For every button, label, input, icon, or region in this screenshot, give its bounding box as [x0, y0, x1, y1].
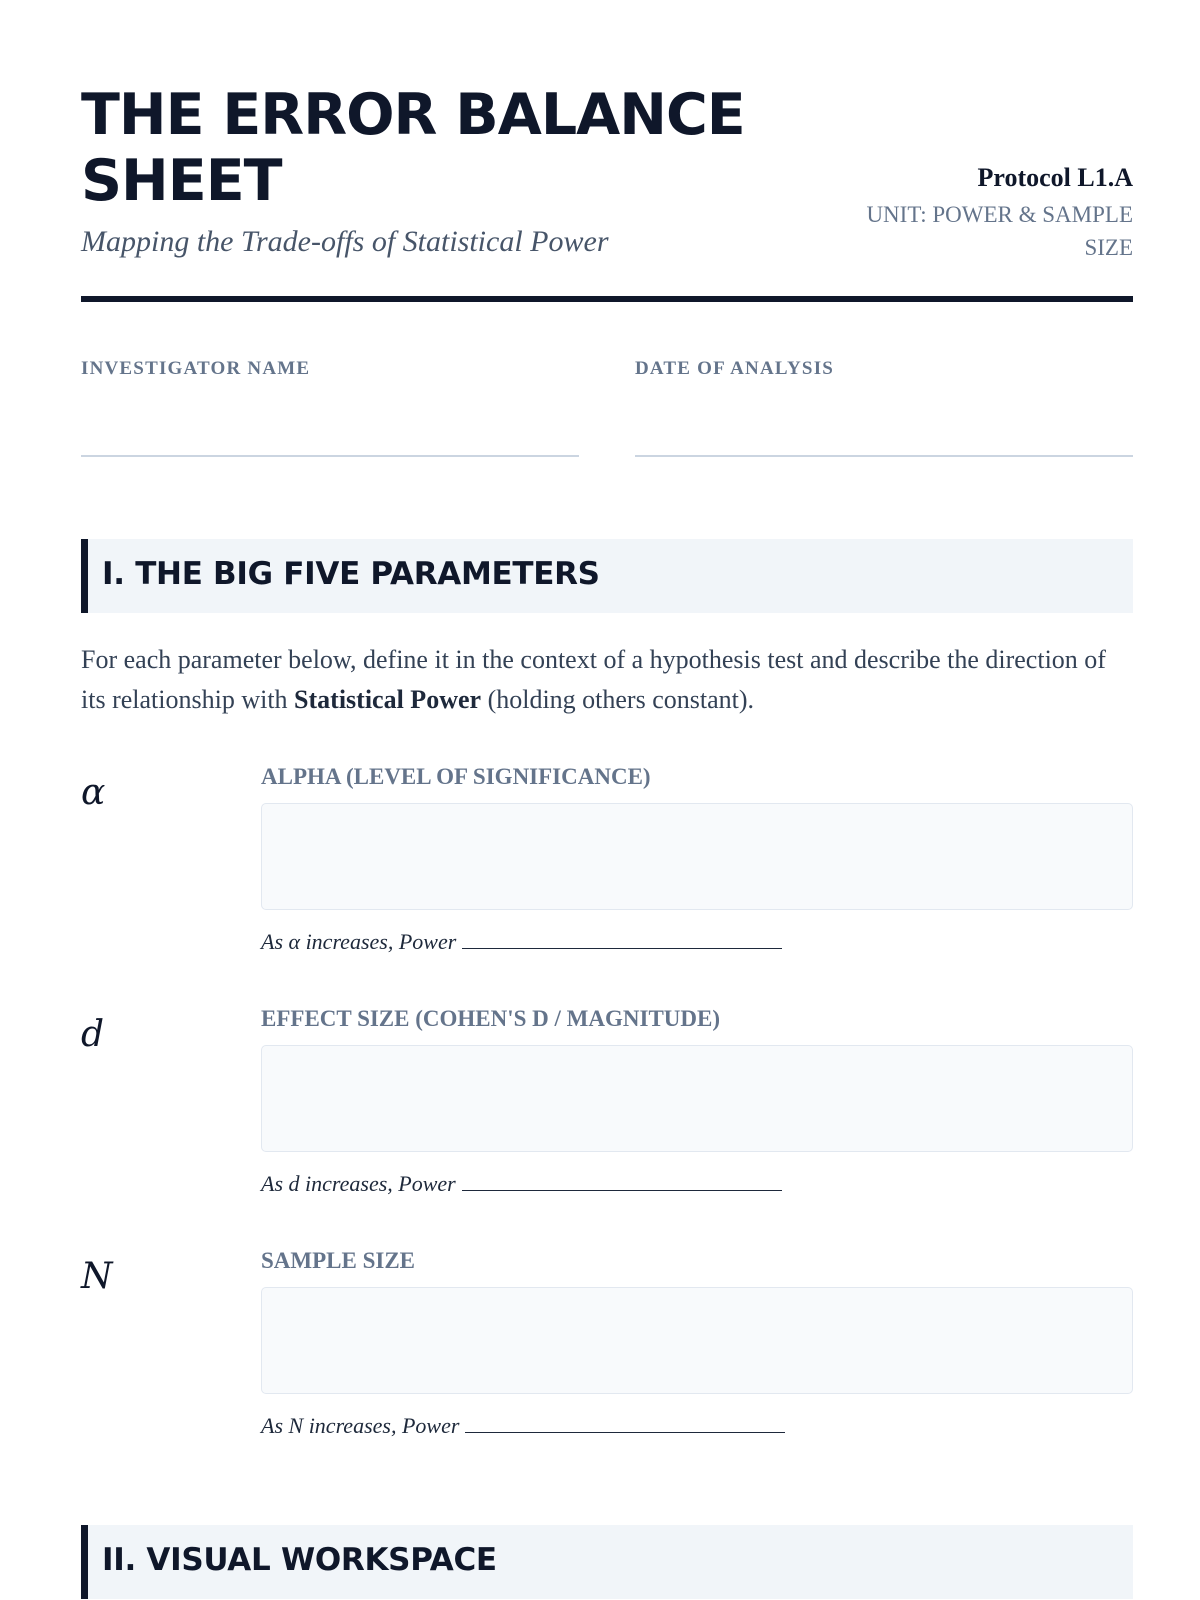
parameter-effect-size	[81, 1006, 1133, 1216]
relationship-blank[interactable]	[462, 931, 782, 949]
parameter-symbol: N	[81, 1256, 113, 1297]
parameter-symbol: α	[81, 772, 106, 813]
parameter-sample-size	[81, 1248, 1133, 1458]
date-of-analysis-label: DATE OF ANALYSIS	[635, 358, 835, 379]
prompt-end: increases, Power	[299, 1171, 456, 1196]
section-visual-workspace	[81, 1525, 1133, 1599]
prompt-end: increases, Power	[300, 929, 457, 954]
intro-emphasis: Statistical Power	[294, 685, 482, 714]
date-of-analysis-line	[635, 455, 1133, 457]
intro-text: For each parameter below, define it in the context of a hypothesis test and describe the direction of its relationship with	[81, 645, 1106, 714]
relationship-prompt	[261, 1171, 782, 1197]
definition-textbox[interactable]	[261, 1045, 1133, 1152]
prompt-start: As	[261, 929, 289, 954]
parameter-label: SAMPLE SIZE	[261, 1248, 416, 1273]
definition-textbox[interactable]	[261, 1287, 1133, 1394]
title-line-2: SHEET	[81, 148, 282, 214]
date-of-analysis-field[interactable]	[635, 358, 1133, 380]
definition-textbox[interactable]	[261, 803, 1133, 910]
protocol-code: Protocol L1.A	[977, 163, 1133, 192]
page-header	[81, 82, 1133, 302]
relationship-blank[interactable]	[465, 1415, 785, 1433]
title-line-1: THE ERROR BALANCE	[81, 82, 745, 148]
parameter-label: ALPHA (LEVEL OF SIGNIFICANCE)	[261, 764, 651, 789]
parameter-label: EFFECT SIZE (COHEN'S D / MAGNITUDE)	[261, 1006, 721, 1031]
prompt-symbol: N	[288, 1413, 304, 1438]
page-title	[81, 82, 841, 214]
investigator-name-label: INVESTIGATOR NAME	[81, 358, 311, 379]
page-subtitle: Mapping the Trade-offs of Statistical Power	[81, 225, 609, 258]
section-title: II. VISUAL WORKSPACE	[102, 1542, 497, 1578]
parameter-symbol: d	[81, 1014, 105, 1055]
prompt-start: As	[261, 1413, 289, 1438]
relationship-prompt	[261, 929, 782, 955]
prompt-symbol: d	[288, 1171, 300, 1196]
prompt-start: As	[261, 1171, 289, 1196]
investigator-name-line	[81, 455, 579, 457]
relationship-prompt	[261, 1413, 785, 1439]
intro-text-end: (holding others constant).	[481, 685, 755, 714]
section-big-five	[81, 539, 1133, 613]
section-title: I. THE BIG FIVE PARAMETERS	[102, 556, 600, 592]
header-divider	[81, 296, 1133, 302]
protocol-meta	[833, 162, 1133, 264]
parameter-alpha	[81, 764, 1133, 974]
prompt-symbol: α	[288, 929, 301, 954]
unit-label: UNIT: POWER & SAMPLE SIZE	[866, 202, 1133, 260]
relationship-blank[interactable]	[462, 1173, 782, 1191]
prompt-end: increases, Power	[303, 1413, 460, 1438]
section-intro	[81, 640, 1133, 720]
investigator-name-field[interactable]	[81, 358, 579, 380]
